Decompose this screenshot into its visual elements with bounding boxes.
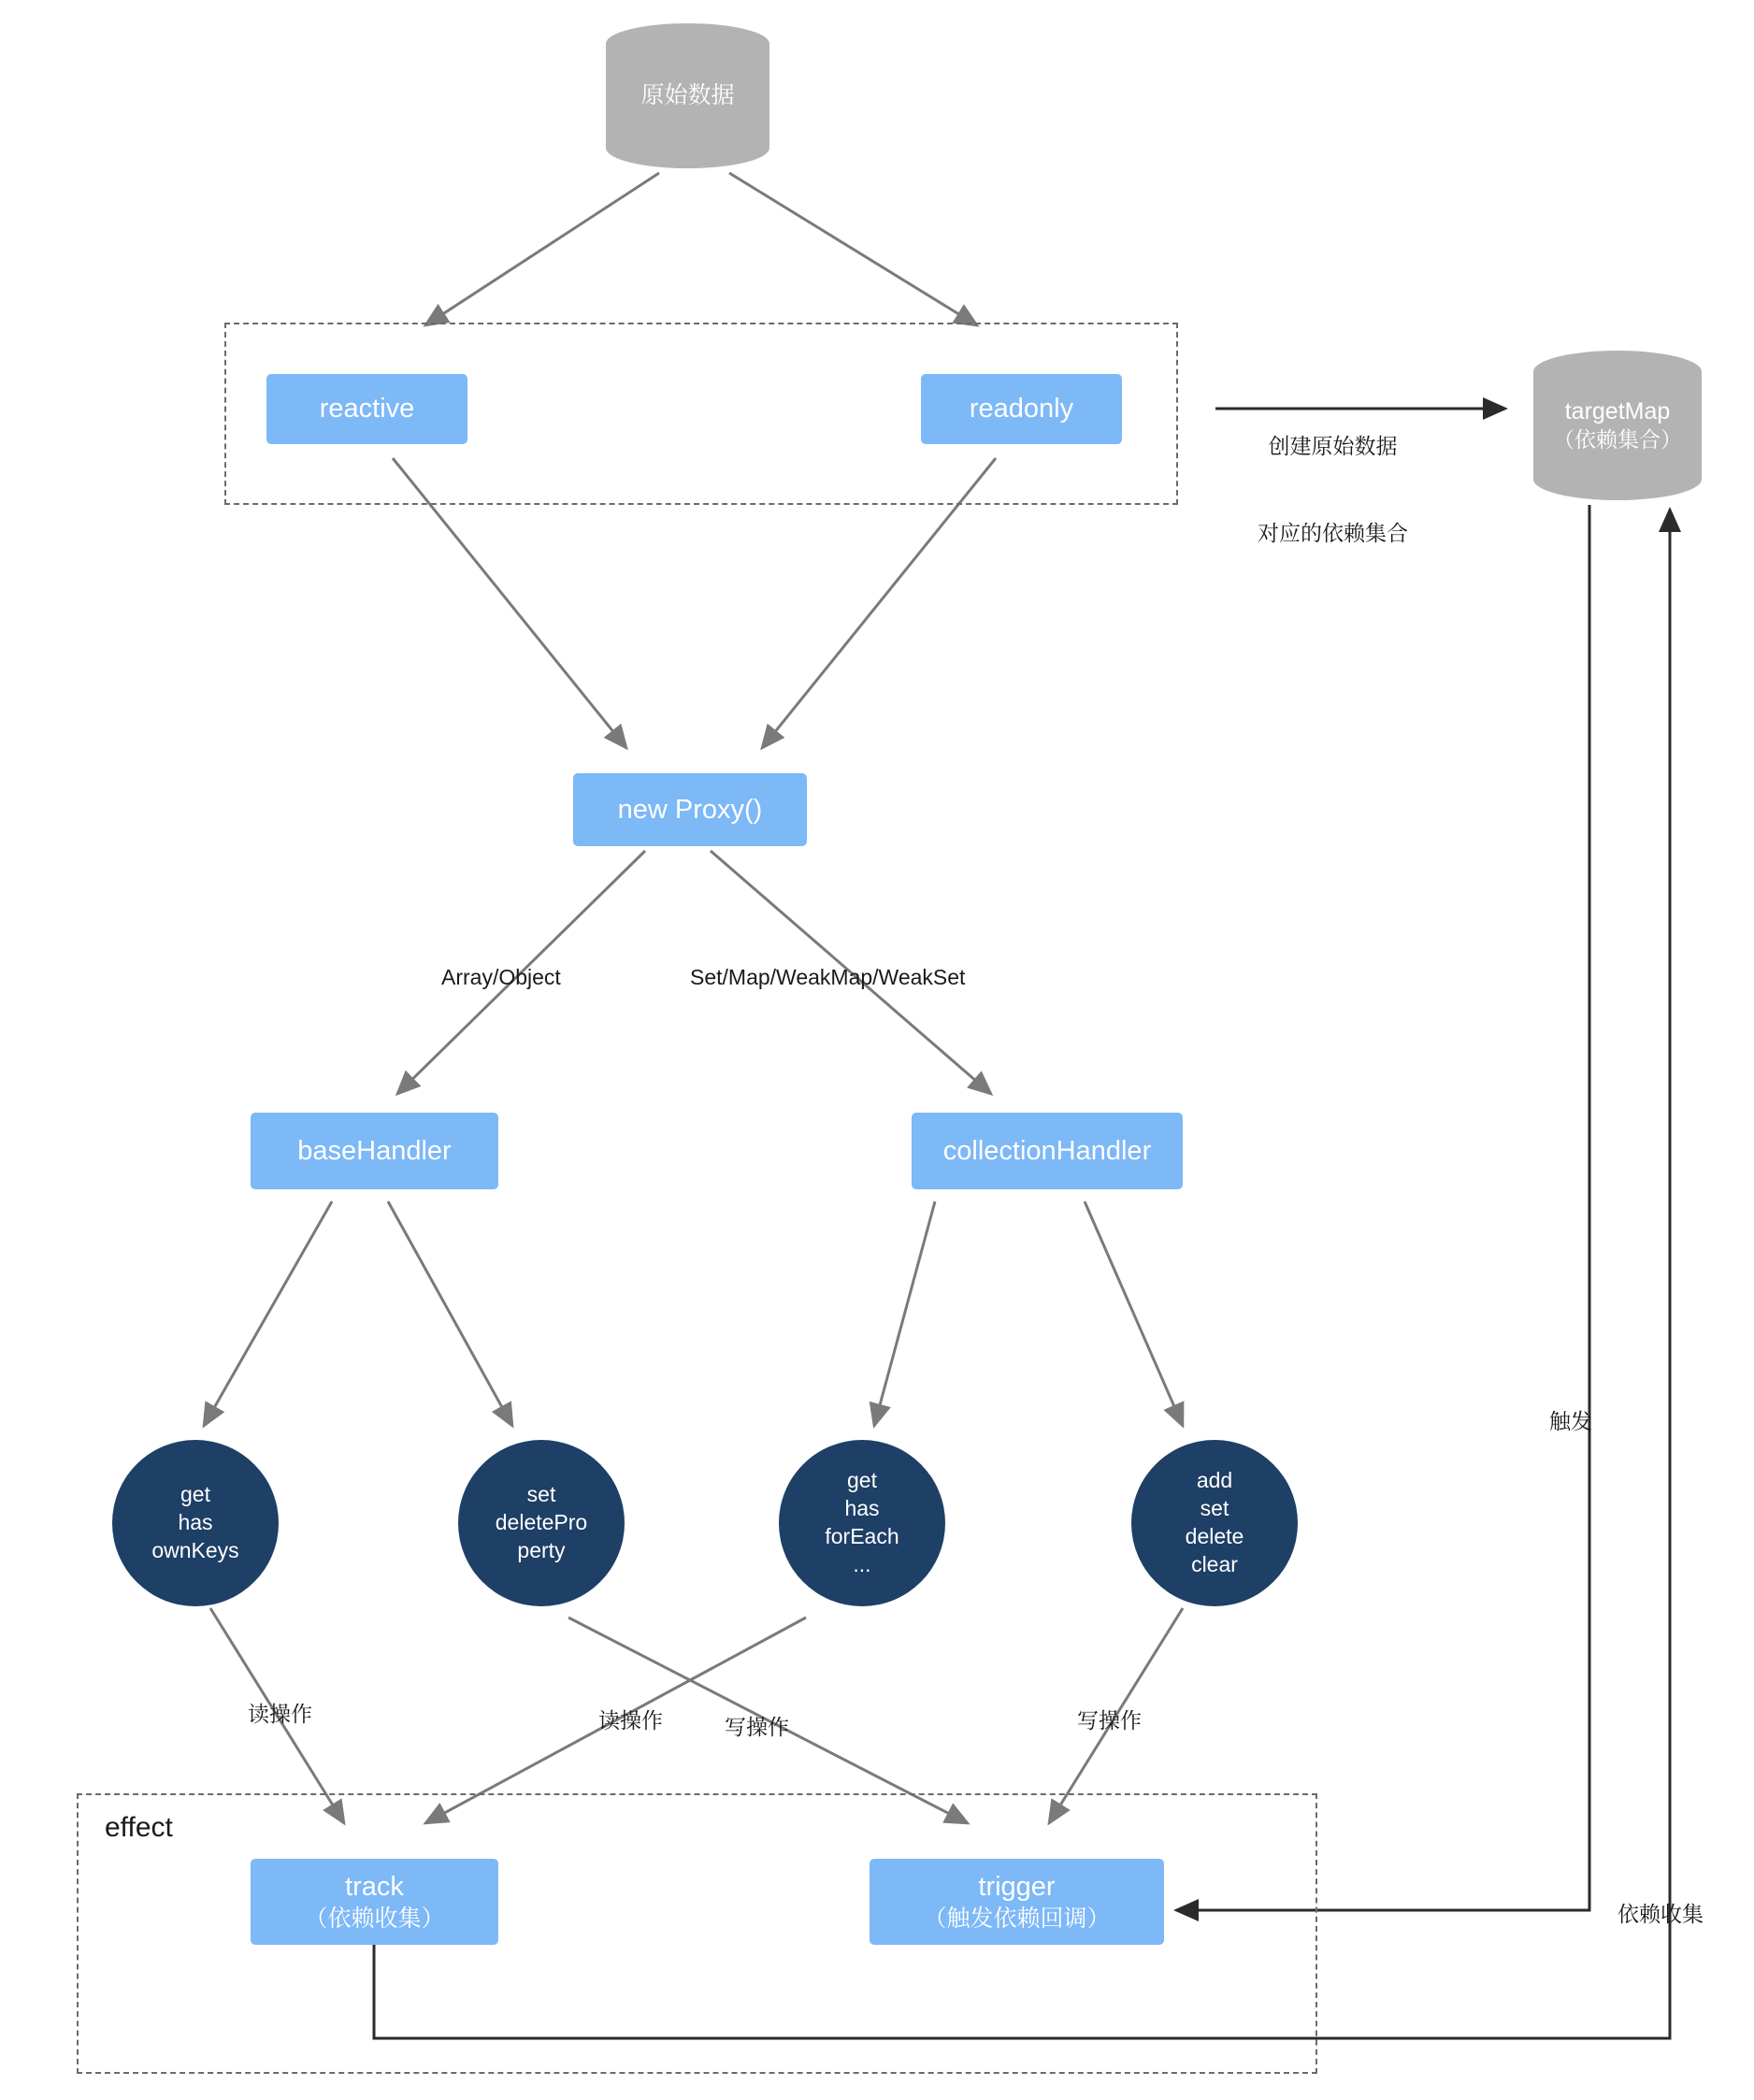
node-base-handler-label: baseHandler	[297, 1135, 452, 1166]
node-readonly[interactable]	[921, 374, 1122, 444]
edge-label-create-dep	[1258, 374, 1408, 606]
edge-label-write-op-2: 写操作	[1077, 1708, 1142, 1733]
op-line: get	[180, 1482, 210, 1507]
op-line: set	[1200, 1496, 1229, 1521]
edge-label-read-op-2: 读操作	[598, 1708, 663, 1733]
node-trigger[interactable]	[870, 1859, 1164, 1945]
node-reactive-label: reactive	[319, 394, 415, 424]
edge-label-read-op-1: 读操作	[248, 1702, 312, 1726]
node-new-proxy[interactable]	[573, 773, 807, 846]
source-data-label: 原始数据	[640, 81, 735, 108]
op-line: set	[526, 1482, 556, 1507]
source-data-node	[606, 23, 769, 168]
node-track-label-1: track	[345, 1872, 404, 1903]
node-collection-handler-label: collectionHandler	[942, 1135, 1152, 1166]
node-base-handler[interactable]	[251, 1113, 498, 1189]
node-trigger-label-1: trigger	[978, 1872, 1056, 1903]
effect-group-label: effect	[105, 1812, 173, 1843]
op-line: get	[847, 1468, 877, 1493]
op-line: ownKeys	[151, 1537, 239, 1562]
edge-label-create-dep-1: 创建原始数据	[1268, 434, 1398, 459]
node-collection-read-ops[interactable]	[779, 1440, 945, 1606]
op-line: has	[844, 1496, 880, 1521]
op-line: deletePro	[495, 1510, 588, 1535]
edge-label-trigger: 触发	[1549, 1409, 1592, 1433]
edge-label-create-dep-2: 对应的依赖集合	[1258, 521, 1408, 546]
node-readonly-label: readonly	[969, 394, 1074, 424]
op-line: add	[1196, 1468, 1233, 1493]
op-line: perty	[517, 1537, 566, 1562]
op-line: delete	[1185, 1524, 1244, 1548]
node-reactive[interactable]	[266, 374, 467, 444]
target-map-label-2: （依赖集合）	[1553, 427, 1682, 453]
node-collection-write-ops[interactable]	[1131, 1440, 1298, 1606]
op-line: has	[178, 1510, 213, 1535]
op-line: forEach	[825, 1524, 899, 1548]
node-new-proxy-label: new Proxy()	[617, 794, 763, 825]
node-track[interactable]	[251, 1859, 498, 1945]
edge-label-write-op-1: 写操作	[725, 1715, 789, 1739]
target-map-label-1: targetMap	[1564, 398, 1671, 424]
edge-label-collect: 依赖收集	[1617, 1902, 1704, 1926]
edge-label-collection-types: Set/Map/WeakMap/WeakSet	[690, 965, 966, 989]
edge-label-array-object: Array/Object	[441, 965, 561, 989]
op-line: ...	[853, 1551, 871, 1576]
op-line: clear	[1191, 1551, 1238, 1576]
node-base-read-ops[interactable]	[112, 1440, 279, 1606]
target-map-node	[1533, 351, 1702, 500]
node-track-label-2: （依赖收集）	[304, 1905, 445, 1932]
node-collection-handler[interactable]	[912, 1113, 1183, 1189]
node-trigger-label-2: （触发依赖回调）	[923, 1905, 1111, 1932]
node-base-write-ops[interactable]	[458, 1440, 625, 1606]
